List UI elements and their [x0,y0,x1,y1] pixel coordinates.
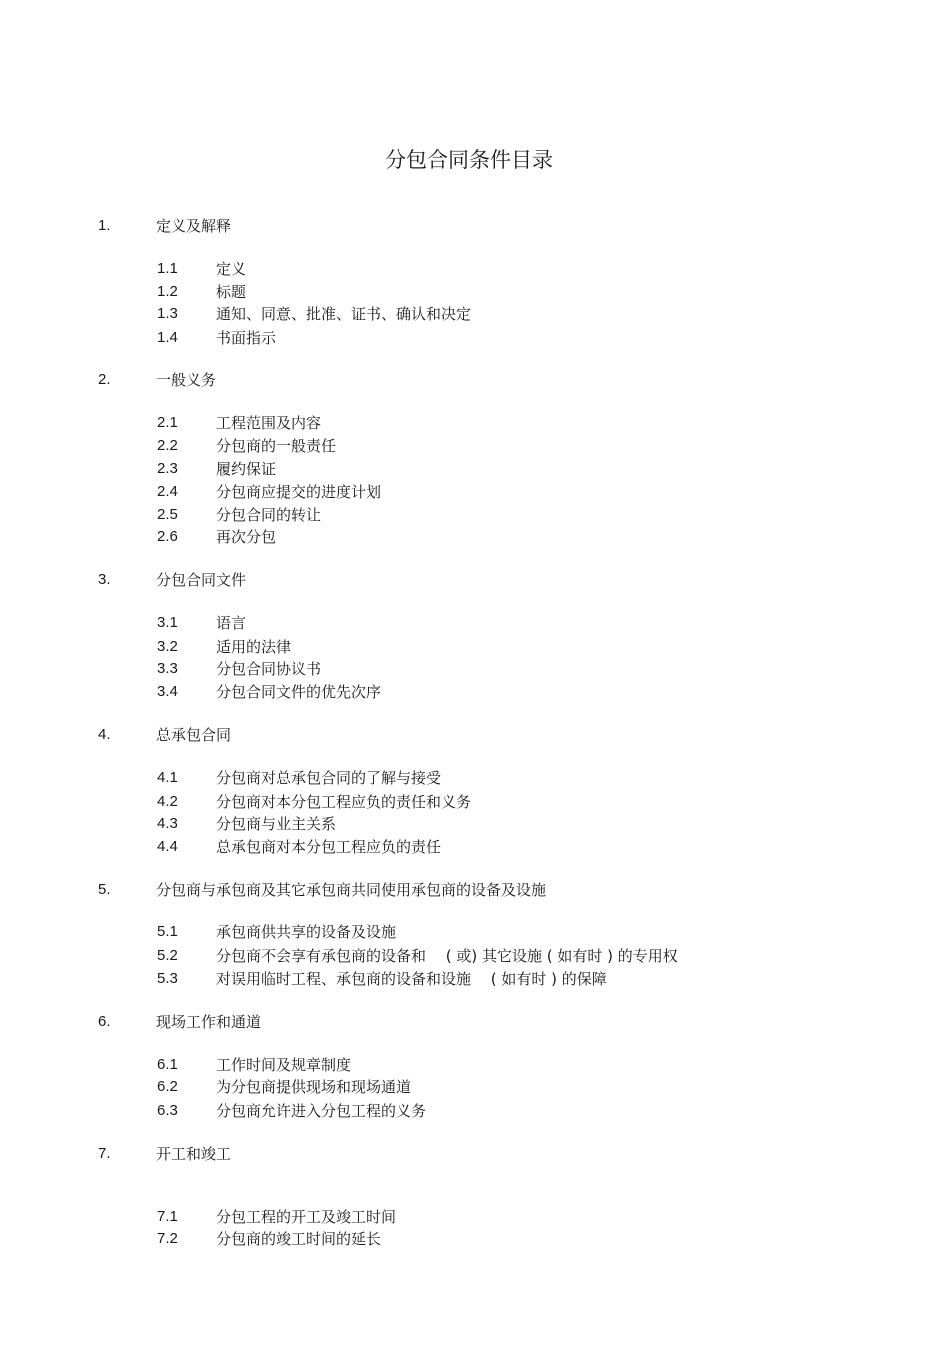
item-title: 定义 [216,260,247,278]
item-number: 7.1 [157,1208,178,1225]
item-number: 5.1 [157,923,178,940]
section-number: 4. [98,726,111,743]
section-title: 一般义务 [156,371,217,389]
item-number: 6.3 [157,1102,178,1119]
item-number: 2.6 [157,528,178,545]
item-title: 分包商的一般责任 [216,437,337,455]
item-number: 3.2 [157,638,178,655]
item-number: 7.2 [157,1230,178,1247]
item-title: 分包商不会享有承包商的设备和 ( 或) 其它设施 ( 如有时 ) 的专用权 [216,947,678,965]
section-number: 1. [98,217,111,234]
item-title: 语言 [216,614,247,632]
item-title: 分包合同文件的优先次序 [216,683,382,701]
section-title: 现场工作和通道 [156,1013,262,1031]
item-number: 2.1 [157,414,178,431]
item-number: 1.3 [157,305,178,322]
item-title: 承包商供共享的设备及设施 [216,923,397,941]
item-number: 3.1 [157,614,178,631]
item-title: 再次分包 [216,528,277,546]
section-title: 定义及解释 [156,217,232,235]
item-number: 1.1 [157,260,178,277]
item-number: 5.2 [157,947,178,964]
section-number: 3. [98,571,111,588]
item-number: 6.1 [157,1056,178,1073]
item-title: 分包商与业主关系 [216,815,337,833]
section-title: 分包合同文件 [156,571,247,589]
item-title: 分包合同协议书 [216,660,322,678]
item-number: 2.2 [157,437,178,454]
item-number: 1.4 [157,329,178,346]
item-title: 履约保证 [216,460,277,478]
item-number: 3.3 [157,660,178,677]
item-number: 2.3 [157,460,178,477]
section-title: 分包商与承包商及其它承包商共同使用承包商的设备及设施 [156,881,547,899]
item-title: 分包工程的开工及竣工时间 [216,1208,397,1226]
item-title: 对误用临时工程、承包商的设备和设施 ( 如有时 ) 的保障 [216,970,607,988]
item-number: 2.4 [157,483,178,500]
item-number: 3.4 [157,683,178,700]
section-title: 开工和竣工 [156,1145,232,1163]
item-title: 分包合同的转让 [216,506,322,524]
item-number: 6.2 [157,1078,178,1095]
item-title: 分包商对总承包合同的了解与接受 [216,769,442,787]
section-number: 5. [98,881,111,898]
item-title: 标题 [216,283,247,301]
item-number: 5.3 [157,970,178,987]
item-title: 总承包商对本分包工程应负的责任 [216,838,442,856]
item-title: 分包商允许进入分包工程的义务 [216,1102,427,1120]
item-title: 为分包商提供现场和现场通道 [216,1078,412,1096]
section-number: 2. [98,371,111,388]
item-number: 1.2 [157,283,178,300]
item-title: 分包商对本分包工程应负的责任和义务 [216,793,472,811]
item-number: 4.2 [157,793,178,810]
item-number: 4.4 [157,838,178,855]
item-number: 2.5 [157,506,178,523]
item-title: 分包商的竣工时间的延长 [216,1230,382,1248]
section-title: 总承包合同 [156,726,232,744]
item-number: 4.3 [157,815,178,832]
item-title: 书面指示 [216,329,277,347]
item-title: 通知、同意、批准、证书、确认和决定 [216,305,472,323]
item-title: 工程范围及内容 [216,414,322,432]
section-number: 7. [98,1145,111,1162]
item-title: 适用的法律 [216,638,292,656]
section-number: 6. [98,1013,111,1030]
page-title: 分包合同条件目录 [385,148,553,172]
item-number: 4.1 [157,769,178,786]
item-title: 工作时间及规章制度 [216,1056,352,1074]
item-title: 分包商应提交的进度计划 [216,483,382,501]
